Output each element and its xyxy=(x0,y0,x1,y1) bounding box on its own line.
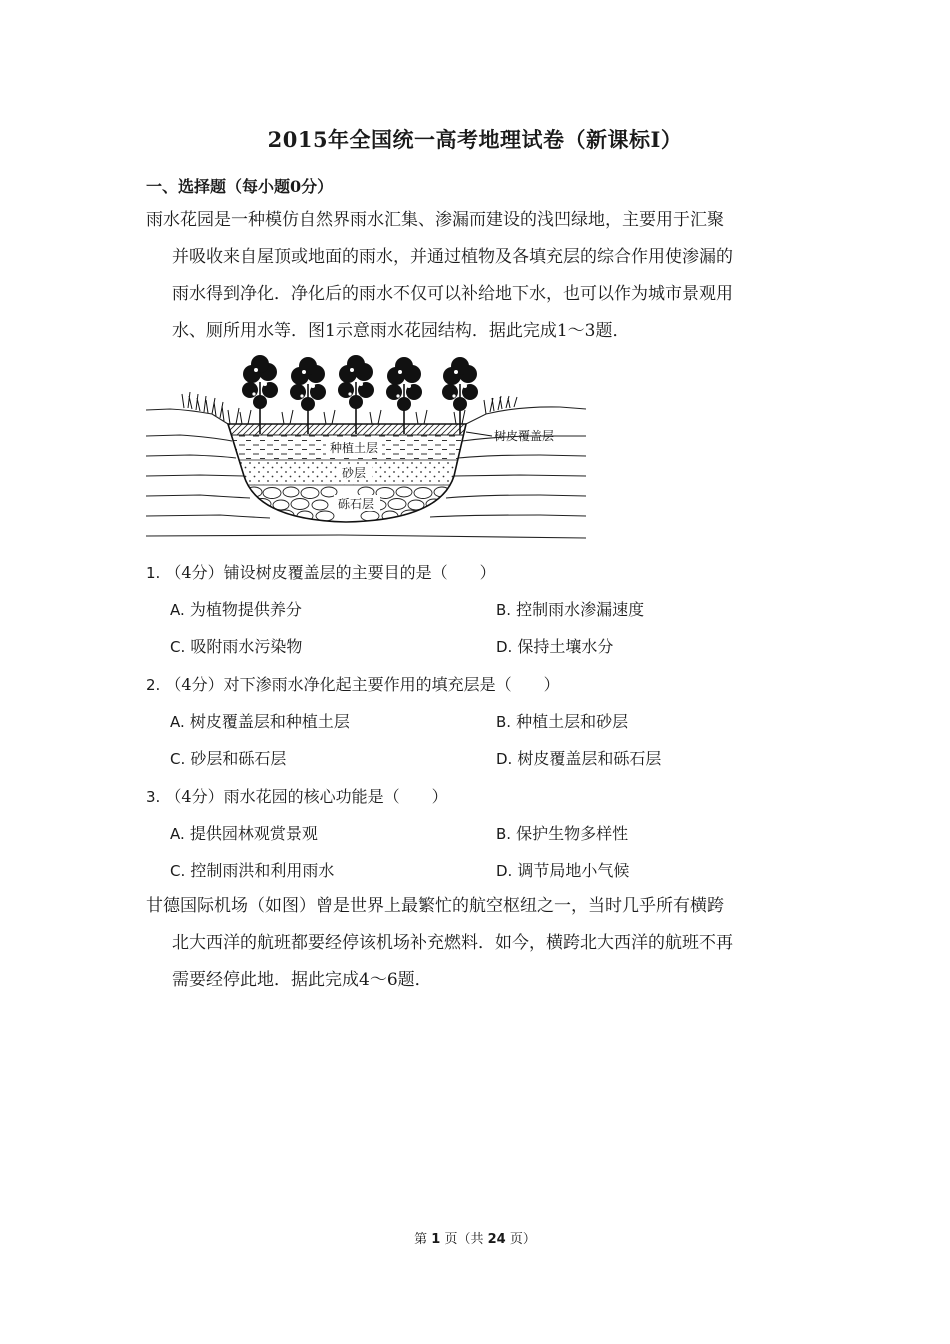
option-3b[interactable]: B. 保护生物多样性 xyxy=(496,824,629,843)
option-3d[interactable]: D. 调节局地小气候 xyxy=(496,861,630,880)
option-2b[interactable]: B. 种植土层和砂层 xyxy=(496,712,629,731)
section-heading: 一、选择题（每小题0分） xyxy=(146,177,334,196)
passage-rain-garden xyxy=(146,202,816,350)
question-stem: （4分）雨水花园的核心功能是（ ） xyxy=(165,787,448,806)
option-2d[interactable]: D. 树皮覆盖层和砾石层 xyxy=(496,749,662,768)
page-title: 2015年全国统一高考地理试卷（新课标Ⅰ） xyxy=(267,127,683,152)
rain-garden-diagram xyxy=(140,352,590,546)
option-2a[interactable]: A. 树皮覆盖层和种植土层 xyxy=(170,712,350,731)
shrubs xyxy=(242,355,478,434)
option-3a[interactable]: A. 提供园林观赏景观 xyxy=(170,824,318,843)
passage-line: 水、厕所用水等．图1示意雨水花园结构．据此完成1～3题． xyxy=(172,321,630,341)
label-sand-layer: 砂层 xyxy=(342,466,367,480)
question-number: 2. xyxy=(146,676,161,694)
passage-line: 需要经停此地．据此完成4～6题． xyxy=(172,970,432,990)
shrub-2 xyxy=(290,357,326,434)
passage-line: 北大西洋的航班都要经停该机场补充燃料．如今，横跨北大西洋的航班不再 xyxy=(172,933,733,953)
option-1b[interactable]: B. 控制雨水渗漏速度 xyxy=(496,600,645,619)
passage-line: 并吸收来自屋顶或地面的雨水，并通过植物及各填充层的综合作用使渗漏的 xyxy=(172,247,733,267)
question-number: 3. xyxy=(146,788,161,806)
option-2c[interactable]: C. 砂层和砾石层 xyxy=(170,749,287,768)
current-page-number: 1 xyxy=(431,1232,441,1247)
question-1 xyxy=(146,560,496,583)
label-bark-layer: 树皮覆盖层 xyxy=(494,429,555,443)
shrub-4 xyxy=(386,357,422,434)
total-page-count: 24 xyxy=(487,1232,506,1247)
question-number: 1. xyxy=(146,564,161,582)
question-stem: （4分）对下渗雨水净化起主要作用的填充层是（ ） xyxy=(165,675,560,694)
label-gravel-layer: 砾石层 xyxy=(338,497,375,511)
passage-gander-airport xyxy=(146,888,816,999)
shrub-3 xyxy=(338,355,374,434)
passage-line: 雨水花园是一种模仿自然界雨水汇集、渗漏而建设的浅凹绿地，主要用于汇聚 xyxy=(146,210,724,230)
label-planting-soil: 种植土层 xyxy=(330,441,379,455)
passage-line: 甘德国际机场（如图）曾是世界上最繁忙的航空枢纽之一，当时几乎所有横跨 xyxy=(146,896,724,916)
question-2 xyxy=(146,672,560,695)
bark-layer xyxy=(220,424,480,435)
question-stem: （4分）铺设树皮覆盖层的主要目的是（ ） xyxy=(165,563,496,582)
option-1d[interactable]: D. 保持土壤水分 xyxy=(496,637,614,656)
option-1a[interactable]: A. 为植物提供养分 xyxy=(170,600,302,619)
page-footer: 第 1 页（共 24 页） xyxy=(414,1232,536,1247)
passage-line: 雨水得到净化．净化后的雨水不仅可以补给地下水，也可以作为城市景观用 xyxy=(172,284,733,304)
option-1c[interactable]: C. 吸附雨水污染物 xyxy=(170,637,303,656)
shrub-5 xyxy=(442,357,478,434)
shrub-1 xyxy=(242,355,278,434)
question-3 xyxy=(146,784,448,807)
option-3c[interactable]: C. 控制雨洪和利用雨水 xyxy=(170,861,335,880)
